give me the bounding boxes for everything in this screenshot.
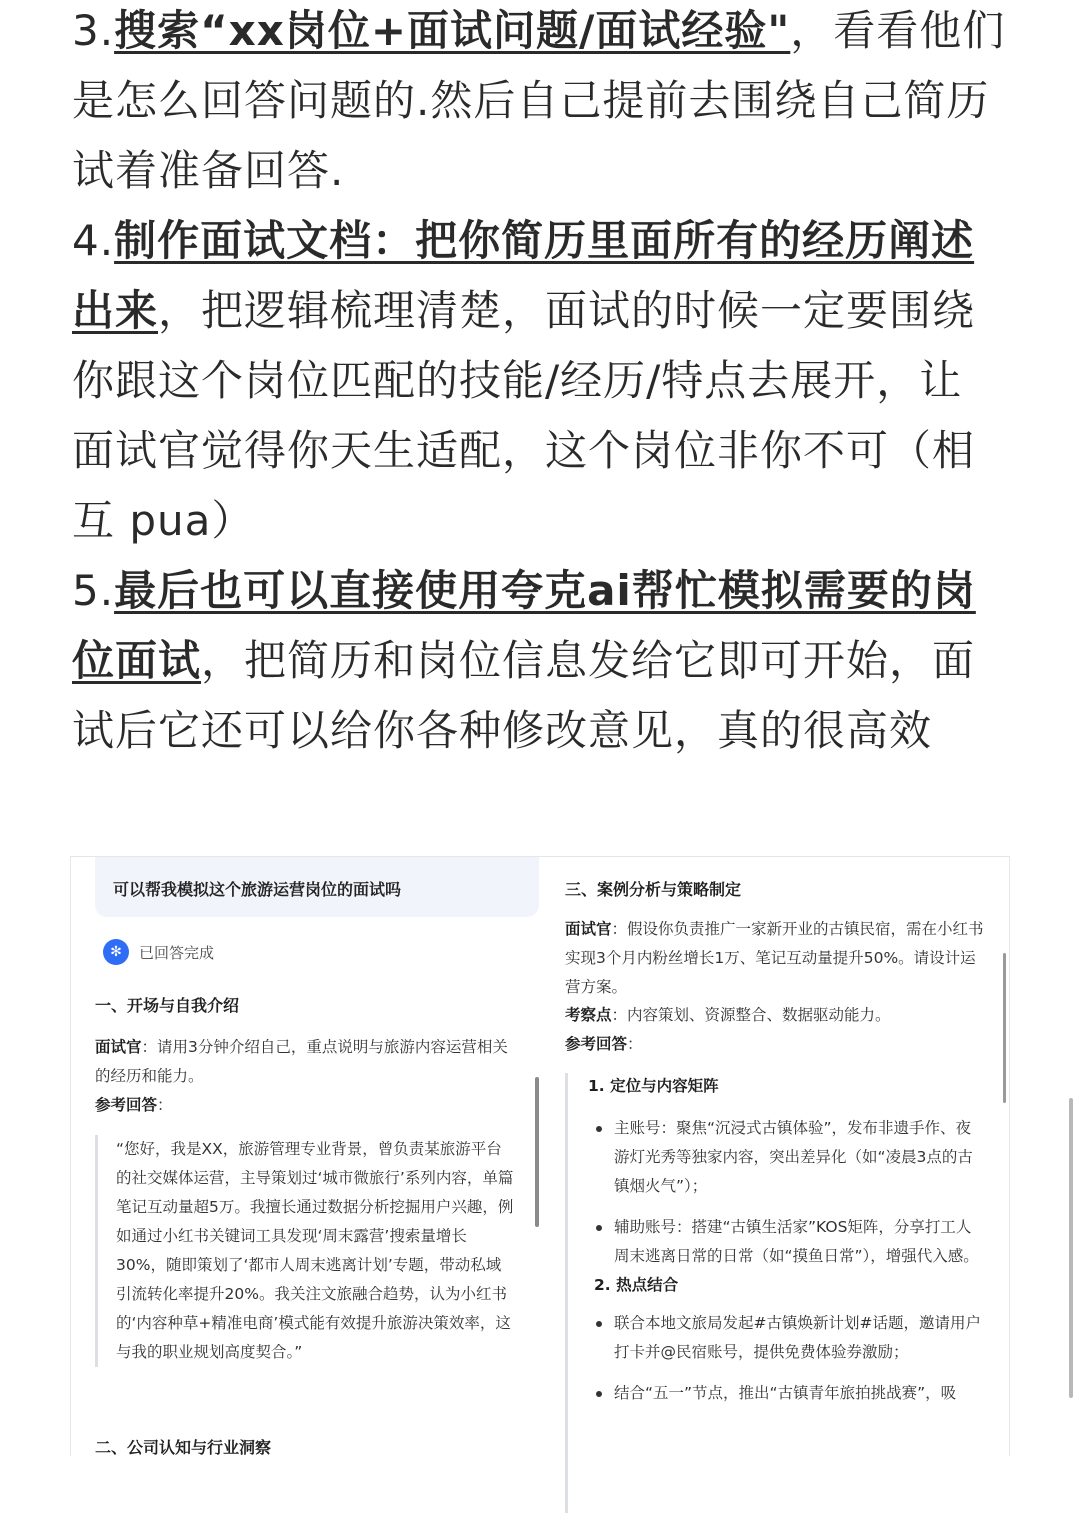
s1-interviewer-label: 面试官 [95,1038,142,1056]
section-title-1: 一、开场与自我介绍 [95,996,240,1015]
left-scrollbar[interactable] [535,1077,539,1227]
p4-rest: ，把逻辑梳理清楚，面试的时候一定要围绕你跟这个岗位匹配的技能/经历/特点去展开，让面试官觉得你天生适配，这个岗位非你不可（相互 pua） [72,286,976,545]
p3-prefix: 3. [72,6,115,55]
list-item: 联合本地文旅局发起#古镇焕新计划#话题，邀请用户打卡并@民宿账号，提供免费体验券激励； [588,1309,985,1367]
p5-underlined: 最后也可以直接使用夸克ai帮忙模拟需要的岗位面试 [72,566,976,685]
quark-ai-icon: ✻ [103,939,129,965]
s1-answer-label: 参考回答 [95,1096,158,1114]
section-title-3: 三、案例分析与策略制定 [565,880,742,899]
user-question-bubble: 可以帮我模拟这个旅游运营岗位的面试吗 [95,857,539,917]
right-scrollbar[interactable] [1003,953,1006,1103]
answer-status-text: 已回答完成 [139,943,215,962]
paragraph-5 [72,556,982,766]
paragraph-3 [72,0,1012,206]
s3-interviewer-label: 面试官 [565,920,612,938]
s3-interviewer-question [565,915,985,1002]
p5-rest: ，把简历和岗位信息发给它即可开始，面试后它还可以给你各种修改意见，真的很高效 [72,636,976,755]
s1-interviewer-question [95,1033,515,1091]
s3-focus-point [565,1001,985,1030]
s1-answer-quote: “您好，我是XX，旅游管理专业背景，曾负责某旅游平台的社交媒体运营，主导策划过‘城市微旅行’系列内容，单篇笔记互动量超5万。我擅长通过数据分析挖掘用户兴趣，例如通过小红书关键词工具发现‘周末露营’搜索量增长30%，随即策划了‘都市人周末逃离计划’专题，带动私域引流转化率提升20%。我关注文旅融合趋势，认为小红书的‘内容种草+精准电商’模式能有效提升旅游决策效率，这与我的职业规划高度契合。” [95,1135,515,1367]
s3-answer-colon: ： [627,1035,643,1053]
p3-rest: ，看看他们是怎么回答问题的.然后自己提前去围绕自己简历试着准备回答. [72,6,1006,195]
chat-screenshot [70,856,1010,1456]
s1-answer-colon: ： [157,1096,173,1114]
s3-point-text: ：内容策划、资源整合、数据驱动能力。 [611,1006,891,1024]
p4-prefix: 4. [72,216,115,265]
answer-status [103,939,214,965]
s3-point-label: 考察点 [565,1006,612,1024]
p4-underlined: 制作面试文档：把你简历里面所有的经历阐述出来 [72,216,975,335]
section-title-2: 二、公司认知与行业洞察 [95,1438,272,1457]
s3-answer-quote [565,1073,985,1513]
s3-interviewer-text: ：假设你负责推广一家新开业的古镇民宿，需在小红书实现3个月内粉丝增长1万、笔记互动量提升50%。请设计运营方案。 [565,920,984,996]
list-item: 主账号：聚焦“沉浸式古镇体验”，发布非遗手作、夜游灯光秀等独家内容，突出差异化（如“凌晨3点的古镇烟火气”）； [588,1114,985,1201]
list-item: 结合“五一”节点，推出“古镇青年旅拍挑战赛”，吸 [588,1379,985,1408]
p3-underlined: 搜索“xx岗位+面试问题/面试经验" [114,6,791,55]
paragraph-4 [72,206,982,556]
p5-prefix: 5. [72,566,115,615]
s1-interviewer-text: ：请用3分钟介绍自己，重点说明与旅游内容运营相关的经历和能力。 [95,1038,508,1085]
sub2-title: 2. 热点结合 [594,1276,679,1294]
sub1-title: 1. 定位与内容矩阵 [588,1077,719,1095]
page-scrollbar[interactable] [1069,1098,1073,1398]
s1-answer-heading [95,1091,173,1120]
s3-answer-heading [565,1030,643,1059]
s3-answer-label: 参考回答 [565,1035,628,1053]
list-item: 辅助账号：搭建“古镇生活家”KOS矩阵，分享打工人周末逃离日常的日常（如“摸鱼日常”），增强代入感。 [588,1213,985,1271]
